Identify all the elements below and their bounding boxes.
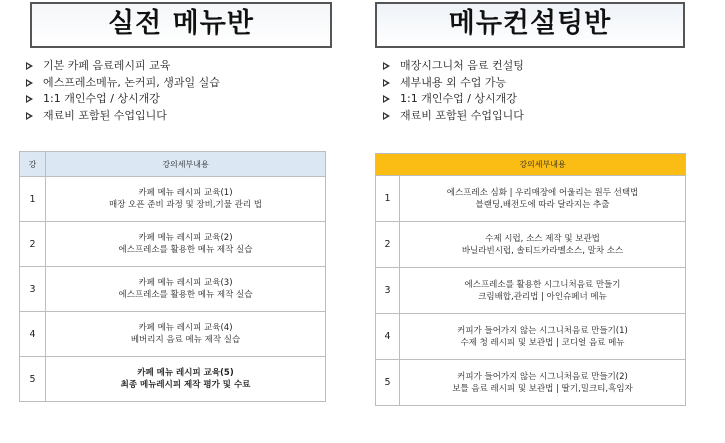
row-content: 에스프레소 심화 | 우리매장에 어울리는 원두 선택법 블랜딩,배전도에 따라 달라지는 추출 [400,176,686,222]
row-content: 카페 메뉴 레시피 교육(5) 최종 메뉴레시피 제작 평가 및 수료 [46,357,326,402]
col-header-num [376,154,400,176]
row-content: 카페 메뉴 레시피 교육(1) 매장 오픈 준비 과정 및 장비,기물 관리 법 [46,177,326,222]
table-header-row [376,154,686,176]
row-number: 2 [20,222,46,267]
left-bullet-3: 1:1 개인수업 / 상시개강 [26,91,220,108]
table-row [20,357,326,402]
col-header-content: 강의세부내용 [46,152,326,177]
table-row [376,268,686,314]
col-header-content: 강의세부내용 [400,154,686,176]
col-header-num: 강 [20,152,46,177]
table-row [376,314,686,360]
triangle-bullet-icon [383,112,390,120]
triangle-bullet-icon [26,62,33,70]
right-curriculum-table [375,153,686,406]
right-bullet-2: 세부내용 외 수업 가능 [383,75,524,92]
table-row [20,177,326,222]
row-content: 카페 메뉴 레시피 교육(4) 베버리지 음료 메뉴 제작 실습 [46,312,326,357]
row-number: 3 [376,268,400,314]
triangle-bullet-icon [383,79,390,87]
row-content: 커피가 들어가지 않는 시그니처음료 만들기(2) 보틀 음료 레시피 및 보관법 | 딸기,밀크티,흑임자 [400,360,686,406]
table-row [376,360,686,406]
row-content: 카페 메뉴 레시피 교육(3) 에스프레소를 활용한 메뉴 제작 실습 [46,267,326,312]
table-header-row [20,152,326,177]
table-row [20,312,326,357]
triangle-bullet-icon [26,95,33,103]
row-number: 4 [20,312,46,357]
left-title: 실전 메뉴반 [30,2,332,48]
row-number: 5 [376,360,400,406]
triangle-bullet-icon [383,62,390,70]
table-row [376,222,686,268]
left-bullet-4: 재료비 포함된 수업입니다 [26,108,220,125]
triangle-bullet-icon [383,95,390,103]
row-number: 4 [376,314,400,360]
table-row [376,176,686,222]
right-bullet-3: 1:1 개인수업 / 상시개강 [383,91,524,108]
triangle-bullet-icon [26,112,33,120]
left-bullet-2: 에스프레소메뉴, 논커피, 생과일 실습 [26,75,220,92]
right-bullet-1: 매장시그니처 음료 컨설팅 [383,58,524,75]
row-content: 카페 메뉴 레시피 교육(2) 에스프레소를 활용한 메뉴 제작 실습 [46,222,326,267]
row-number: 5 [20,357,46,402]
right-bullet-list [383,58,524,124]
row-content: 커피가 들어가지 않는 시그니처음료 만들기(1) 수제 청 레시피 및 보관법 | 코디얼 음료 메뉴 [400,314,686,360]
row-content: 수제 시럽, 소스 제작 및 보관법 바닐라빈시럽, 솔티드카라멜소스, 말차 소스 [400,222,686,268]
right-title: 메뉴컨설팅반 [375,2,685,48]
table-row [20,267,326,312]
row-number: 1 [20,177,46,222]
triangle-bullet-icon [26,79,33,87]
right-bullet-4: 재료비 포함된 수업입니다 [383,108,524,125]
row-number: 3 [20,267,46,312]
left-bullet-list [26,58,220,124]
row-content: 에스프레소를 활용한 시그니처음료 만들기 크림배합,관리법 | 아인슈페너 메뉴 [400,268,686,314]
table-row [20,222,326,267]
row-number: 2 [376,222,400,268]
left-bullet-1: 기본 카페 음료레시피 교육 [26,58,220,75]
left-curriculum-table [19,151,326,402]
row-number: 1 [376,176,400,222]
